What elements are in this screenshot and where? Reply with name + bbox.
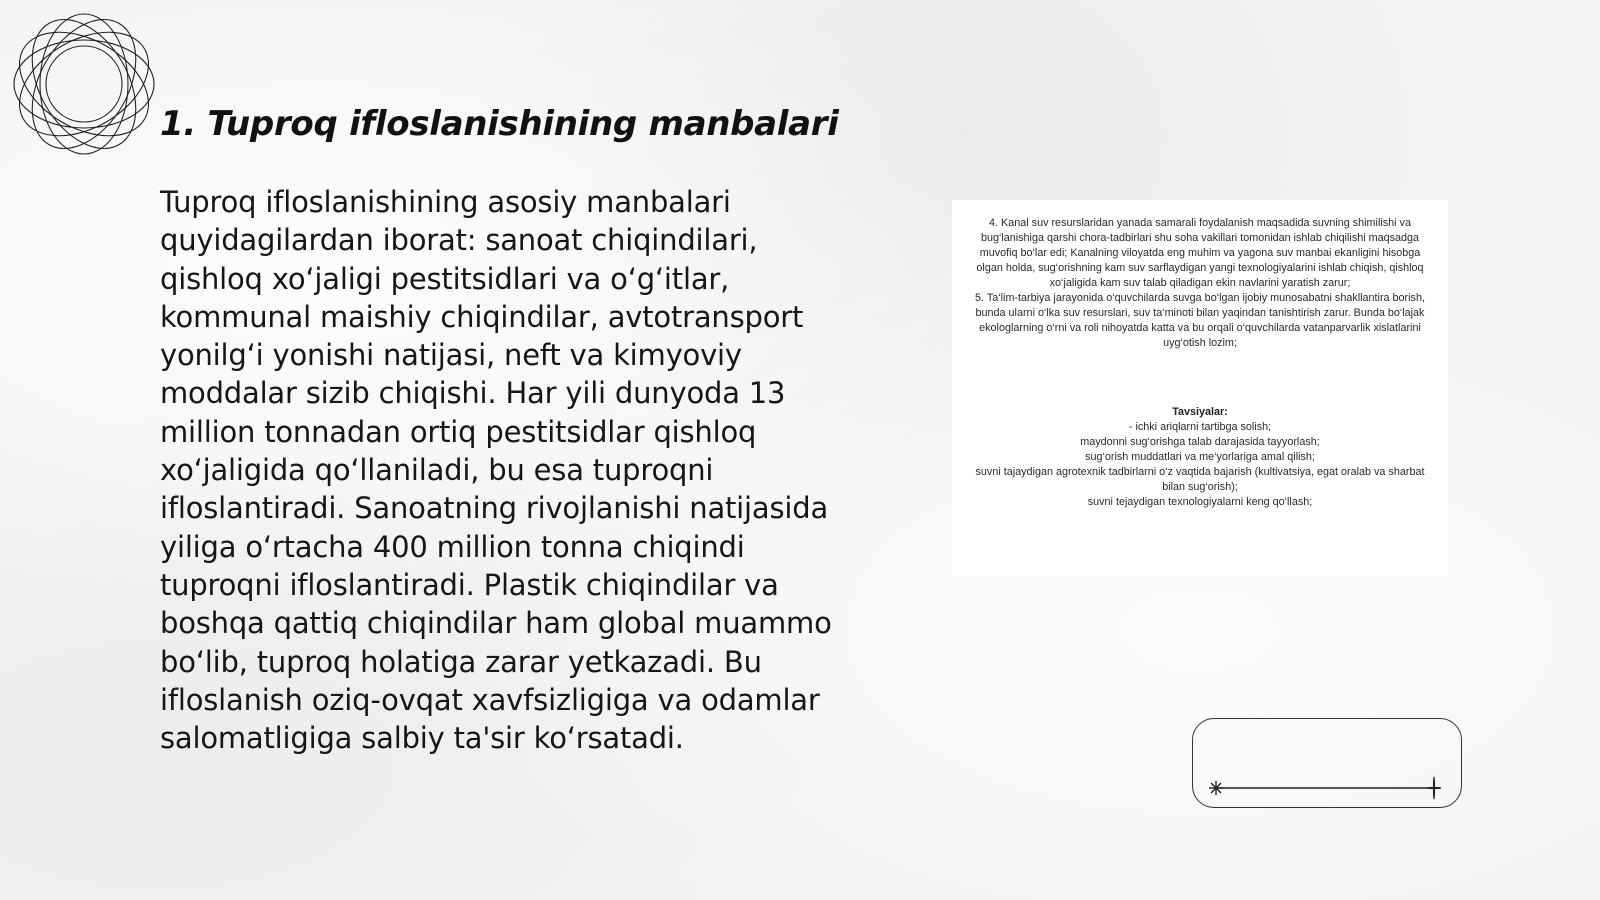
circle-ornament-icon — [10, 10, 158, 158]
doc-recommendation-item: - ichki ariqlarni tartibga solish; — [1128, 421, 1272, 433]
decorative-star-line-icon — [1208, 770, 1448, 800]
doc-recommendation-item: maydonni sug‘orishga talab darajasida tayyorlash; — [1080, 436, 1320, 448]
doc-recommendation-item: suvni tajaydigan agrotexnik tadbirlarni o‘z vaqtida bajarish (kultivatsiya, egat oralab va sharbat bilan sug‘orish); — [975, 466, 1425, 493]
doc-recommendations-heading: Tavsiyalar: — [1172, 406, 1228, 418]
document-excerpt-image — [952, 200, 1448, 576]
doc-paragraph: 4. Kanal suv resurslaridan yanada samarali foydalanish maqsadida suvning shimilishi va bug‘lanishiga qarshi chora-tadbirlari shu soha vakillari tomonidan ishlab chiqilishi maqsadga muvofiq bo‘lar edi; Kanalning viloyatda eng muhim va yagona suv manbai ekanligini hisobga olgan holda, sug‘orishning kam suv sarflaydigan yangi texnologiyalarini ishlab chiqish, qishloq xo‘jaligida kam suv talab qiladigan ekin navlarini yaratish zarur; — [976, 217, 1424, 289]
slide-title: 1. Tuproq ifloslanishining manbalari — [160, 104, 839, 144]
doc-paragraph: 5. Ta‘lim-tarbiya jarayonida o‘quvchilarda suvga bo‘lgan ijobiy munosabatni shakllantira borish, bunda ularni o‘lka suv resurslari, suv ta‘minoti bilan yaqindan tanishtirish zarur. Bunda bo‘lajak ekologlarning o‘rni va roli nihoyatda katta va bu orqali o‘quvchilarda vatanparvarlik xislatlarini uyg‘otish lozim; — [975, 292, 1425, 349]
slide-body-text: Tuproq ifloslanishining asosiy manbalari quyidagilardan iborat: sanoat chiqindilari, qishloq xo‘jaligi pestitsidlari va o‘g‘itlar, kommunal maishiy chiqindilar, avtotransport yonilg‘i yonishi natijasi, neft va kimyoviy moddalar sizib chiqishi. Har yili dunyoda 13 million tonnadan ortiq pestitsidlar qishloq xo‘jaligida qo‘llaniladi, bu esa tuproqni ifloslantiradi. Sanoatning rivojlanishi natijasida yiliga o‘rtacha 400 million tonna chiqindi tuproqni ifloslantiradi. Plastik chiqindilar va boshqa qattiq chiqindilar ham global muammo bo‘lib, tuproq holatiga zarar yetkazadi. Bu ifloslanish oziq-ovqat xavfsizligiga va odamlar salomatligiga salbiy ta'sir ko‘rsatadi. — [160, 185, 832, 756]
doc-recommendation-item: sug‘orish muddatlari va me‘yorlariga amal qilish; — [1085, 451, 1315, 463]
doc-recommendation-item: suvni tejaydigan texnologiyalarni keng qo‘llash; — [1087, 496, 1313, 508]
